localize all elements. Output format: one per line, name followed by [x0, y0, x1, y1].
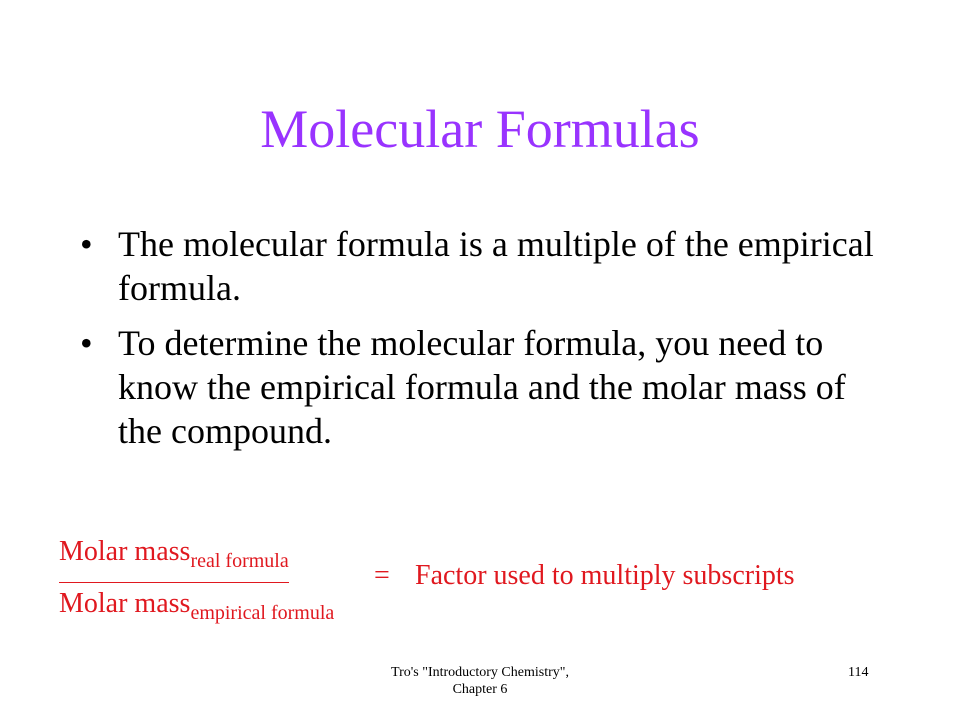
bullet-marker: •	[80, 224, 93, 264]
bullet-list	[78, 222, 898, 464]
equals-sign: =	[374, 560, 390, 591]
fraction-numerator	[59, 535, 289, 583]
bullet-marker: •	[80, 323, 93, 363]
footer-line: Chapter 6	[452, 682, 508, 697]
bullet-text: The molecular formula is a multiple of the empirical formula.	[118, 224, 874, 308]
fraction-denominator	[59, 587, 334, 630]
numerator-subscript: real formula	[190, 550, 289, 572]
denominator-text: Molar mass	[59, 588, 191, 619]
fraction	[59, 535, 334, 630]
numerator-text: Molar mass	[59, 536, 191, 567]
page-number: 114	[848, 665, 869, 680]
bullet-text: To determine the molecular formula, you need to know the empirical formula and the molar mass of the compound.	[118, 323, 846, 451]
formula-result: Factor used to multiply subscripts	[415, 560, 795, 591]
slide-title: Molecular Formulas	[260, 99, 700, 159]
footer-citation	[320, 664, 640, 698]
denominator-subscript: empirical formula	[190, 602, 335, 624]
bullet-item	[78, 321, 898, 453]
bullet-item	[78, 222, 898, 310]
footer-line: Tro's "Introductory Chemistry",	[391, 665, 569, 680]
